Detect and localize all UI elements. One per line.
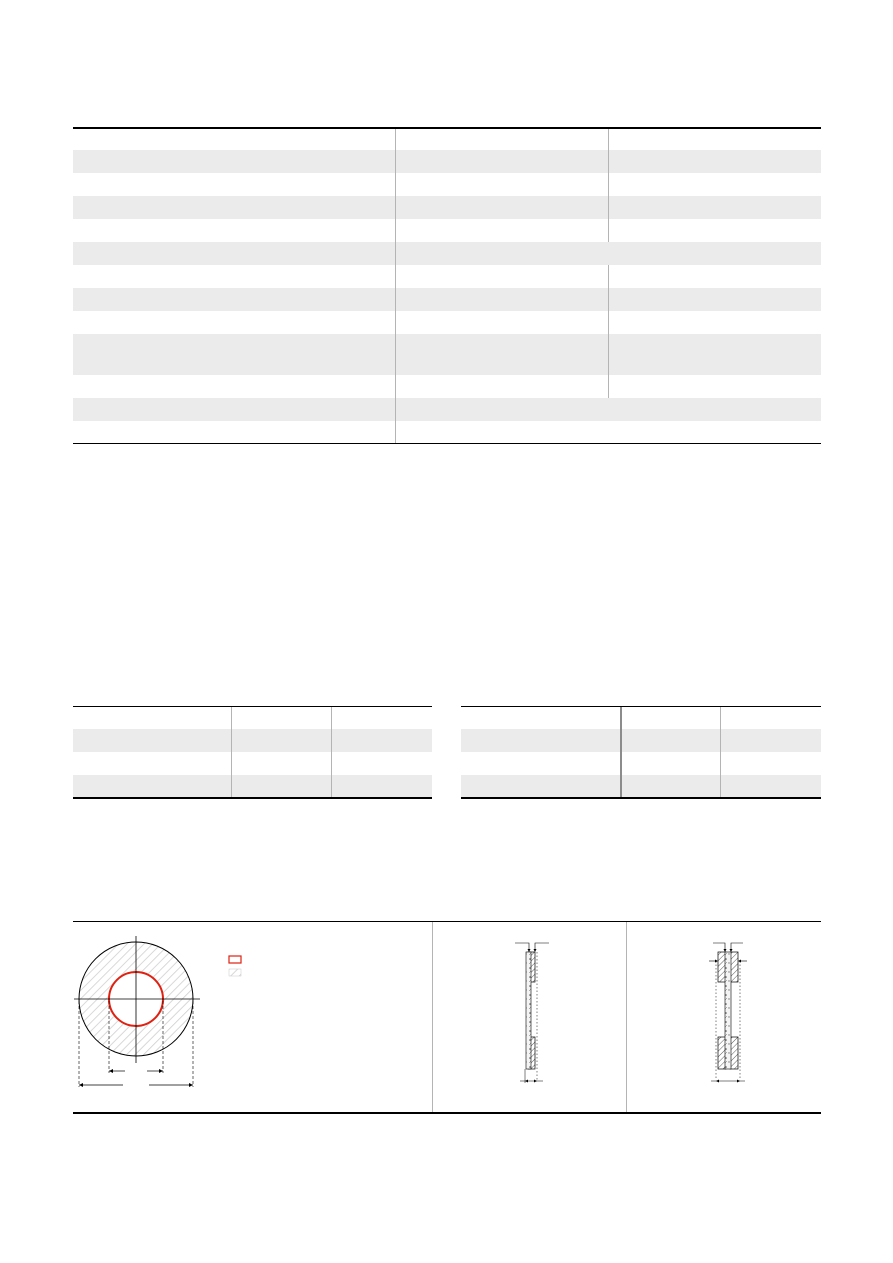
table-row <box>73 173 821 196</box>
red-outline-swatch <box>229 956 241 963</box>
side-view-double <box>709 943 747 1083</box>
column-divider <box>720 707 721 797</box>
column-divider <box>395 129 396 443</box>
drawing-panel <box>73 921 821 1115</box>
table-row <box>73 311 821 334</box>
table-right <box>461 706 821 799</box>
spec-table <box>73 127 821 445</box>
table-row <box>73 288 821 311</box>
table-row <box>73 775 432 797</box>
table-row <box>461 752 821 775</box>
table-row <box>73 729 432 752</box>
table-row <box>461 775 821 797</box>
drawing-svg <box>73 921 821 1115</box>
table-bottom-rule <box>73 443 821 444</box>
column-divider <box>231 707 232 797</box>
column-divider <box>608 129 609 242</box>
table-bottom-rule <box>73 797 432 799</box>
table-row <box>73 398 821 421</box>
table-row <box>73 707 432 729</box>
column-divider <box>331 707 332 797</box>
hatched-swatch <box>229 969 241 976</box>
table-left <box>73 706 432 799</box>
core-strip <box>526 952 531 1069</box>
column-divider <box>620 707 622 797</box>
callout-line <box>515 943 529 949</box>
dimension-arrow <box>528 949 537 952</box>
table-row <box>73 150 821 173</box>
table-row <box>73 129 821 150</box>
table-row <box>461 707 821 729</box>
table-row <box>73 219 821 242</box>
table-row <box>73 265 821 288</box>
legend <box>229 956 241 976</box>
callout-line <box>535 943 549 949</box>
core-strip <box>725 952 731 1069</box>
table-row <box>73 375 821 398</box>
dimension-arrow <box>724 949 733 952</box>
callout-line <box>713 943 725 949</box>
side-view-single <box>515 943 549 1083</box>
table-bottom-rule <box>461 797 821 799</box>
table-row <box>73 334 821 375</box>
callout-line <box>731 943 743 949</box>
table-row <box>73 421 821 443</box>
table-row <box>73 752 432 775</box>
table-row <box>461 729 821 752</box>
table-row <box>73 242 821 265</box>
column-divider <box>608 265 609 398</box>
ring-front-view <box>74 936 200 1087</box>
table-row <box>73 196 821 219</box>
